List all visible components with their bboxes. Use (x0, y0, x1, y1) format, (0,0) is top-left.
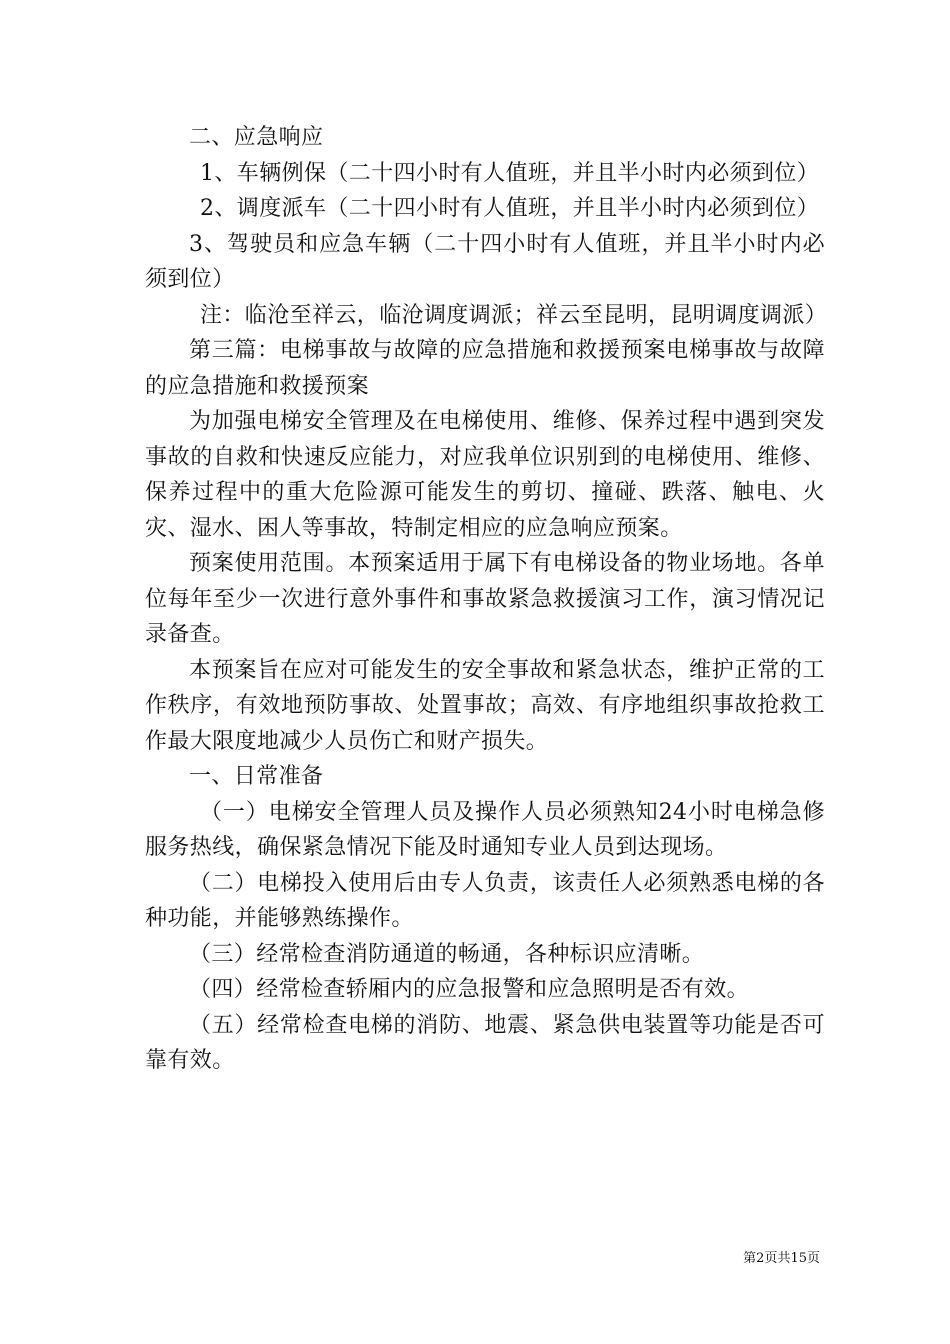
section-heading-emergency-response: 二、应急响应 (189, 125, 324, 150)
paragraph-purpose: 为加强电梯安全管理及在电梯使用、维修、保养过程中遇到突发事故的自救和快速反应能力，对应我单位识别到的电梯使用、维修、保养过程中的重大危险源可能发生的剪切、撞碰、跌落、触电、火灾、湿水、困人等事故，特制定相应的应急响应预案。 (145, 409, 825, 541)
list-item-1: （一）电梯安全管理人员及操作人员必须熟知24小时电梯急修服务热线，确保紧急情况下能及时通知专业人员到达现场。 (145, 799, 825, 860)
paragraph-vehicle-maintenance: 1、车辆例保（二十四小时有人值班，并且半小时内必须到位） (200, 160, 820, 186)
list-item-4: （四）经常检查轿厢内的应急报警和应急照明是否有效。 (189, 977, 750, 1002)
paragraph-dispatch: 2、调度派车（二十四小时有人值班，并且半小时内必须到位） (200, 196, 820, 221)
paragraph-drivers-vehicles: 3、驾驶员和应急车辆（二十四小时有人值班，并且半小时内必须到位） (145, 231, 825, 292)
section-heading-daily-preparation: 一、日常准备 (189, 764, 324, 789)
list-item-5: （五）经常检查电梯的消防、地震、紧急供电装置等功能是否可靠有效。 (145, 1012, 825, 1073)
chapter-title-elevator: 第三篇：电梯事故与故障的应急措施和救援预案电梯事故与故障的应急措施和救援预案 (145, 338, 825, 399)
page-number-footer: 第2页共15页 (743, 1251, 820, 1266)
document-body (145, 120, 828, 1079)
list-item-2: （二）电梯投入使用后由专人负责，该责任人必须熟悉电梯的各种功能，并能够熟练操作。 (145, 870, 825, 931)
paragraph-note: 注：临沧至祥云，临沧调度调派；祥云至昆明，昆明调度调派） (200, 302, 828, 328)
paragraph-aim: 本预案旨在应对可能发生的安全事故和紧急状态，维护正常的工作秩序，有效地预防事故、处置事故；高效、有序地组织事故抢救工作最大限度地减少人员伤亡和财产损失。 (145, 657, 825, 754)
list-item-3: （三）经常检查消防通道的畅通，各种标识应清晰。 (189, 941, 705, 967)
paragraph-scope: 预案使用范围。本预案适用于属下有电梯设备的物业场地。各单位每年至少一次进行意外事件和事故紧急救援演习工作，演习情况记录备查。 (145, 551, 825, 647)
